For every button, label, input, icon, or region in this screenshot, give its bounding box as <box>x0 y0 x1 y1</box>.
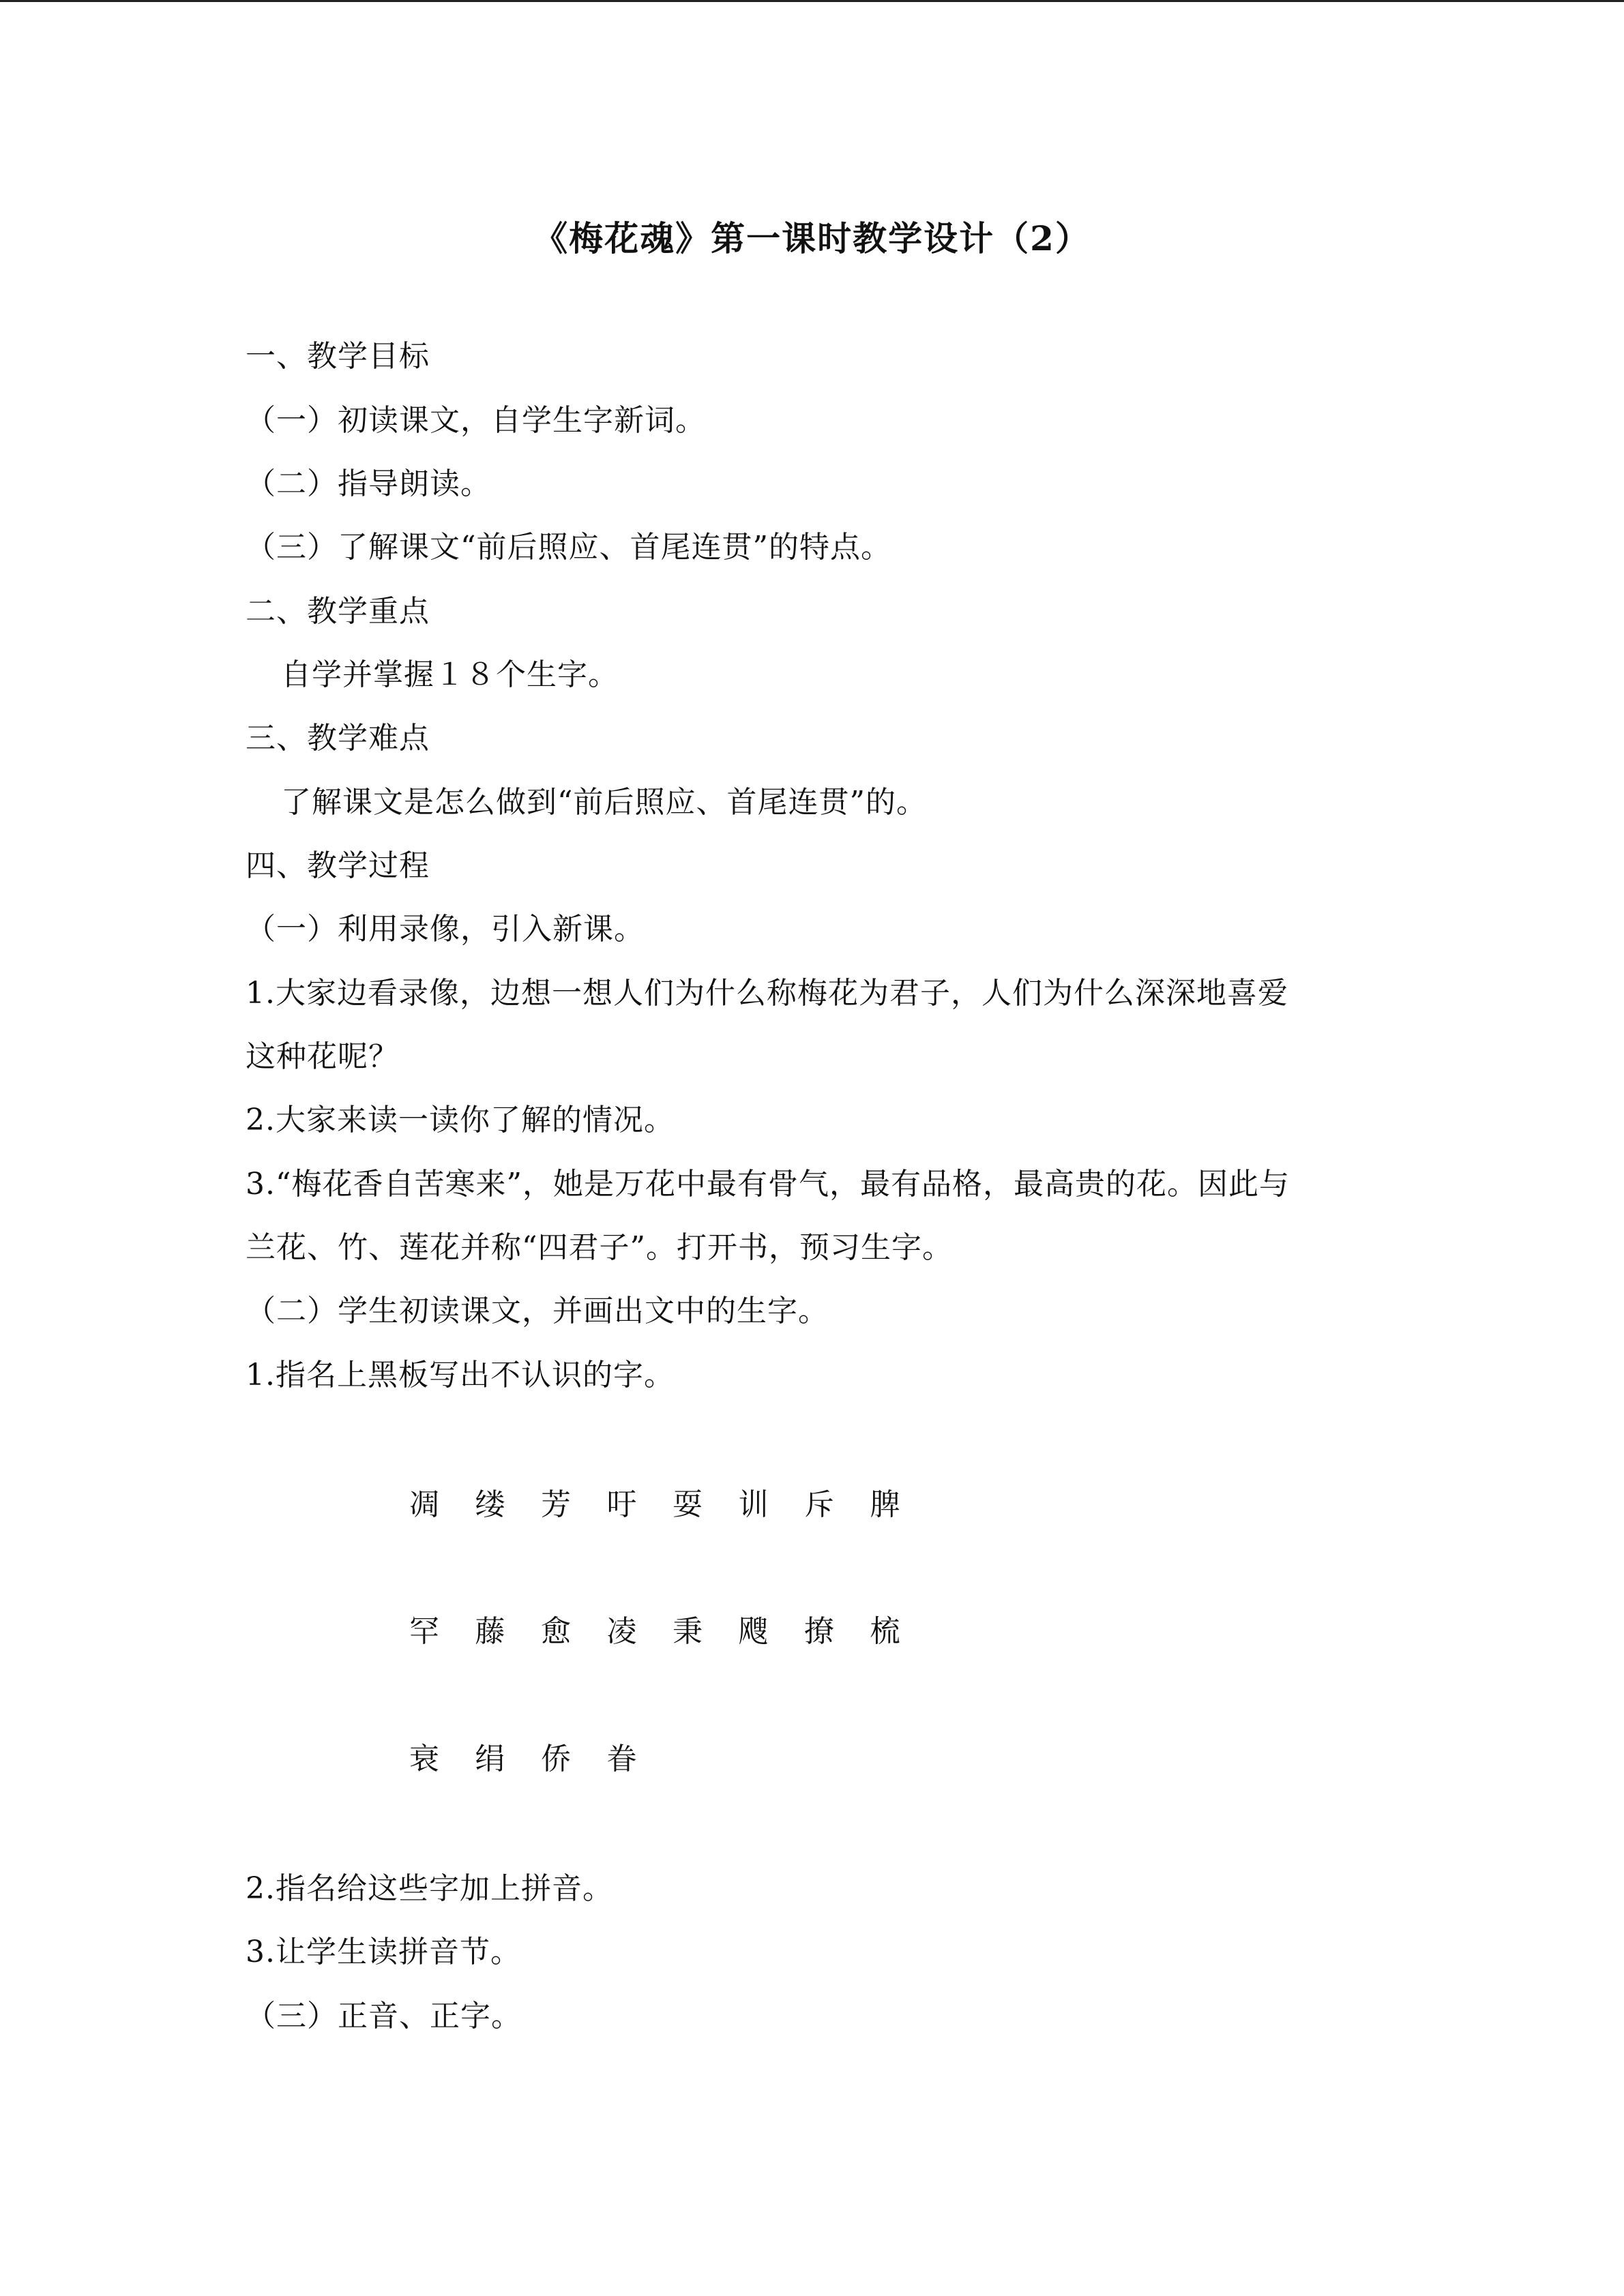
process-text-3a: 3.“梅花香自苦寒来”，她是万花中最有骨气，最有品格，最高贵的花。因此与 <box>246 1167 1290 1202</box>
character: 训 <box>738 1487 769 1522</box>
difficulty-text: 了解课文是怎么做到“前后照应、首尾连贯”的。 <box>281 785 927 820</box>
heading-teaching-process: 四、教学过程 <box>246 848 430 883</box>
character: 秉 <box>673 1614 703 1649</box>
process-text-1b: 这种花呢？ <box>246 1039 399 1074</box>
heading-teaching-goals: 一、教学目标 <box>246 339 430 374</box>
character-row <box>409 1611 936 1652</box>
character: 脾 <box>870 1487 900 1522</box>
heading-teaching-difficulty: 三、教学难点 <box>246 721 430 756</box>
process-step-2-item-1: 1.指名上黑板写出不认识的字。 <box>246 1358 675 1392</box>
goal-item-1: （一）初读课文，自学生字新词。 <box>246 403 706 438</box>
goal-item-2: （二）指导朗读。 <box>246 466 491 501</box>
character: 愈 <box>541 1614 571 1649</box>
process-step-2: （二）学生初读课文，并画出文中的生字。 <box>246 1294 829 1328</box>
character-row <box>409 1485 936 1525</box>
character: 耍 <box>673 1487 703 1522</box>
character: 吁 <box>606 1487 637 1522</box>
top-border-line <box>0 0 1624 2</box>
character-row <box>409 1739 673 1780</box>
character: 梳 <box>870 1614 900 1649</box>
page-title: 《梅花魂》第一课时教学设计（2） <box>533 218 1091 258</box>
character: 凋 <box>409 1487 439 1522</box>
process-text-2: 2.大家来读一读你了解的情况。 <box>246 1103 675 1137</box>
character: 眷 <box>606 1742 637 1776</box>
character: 侨 <box>541 1742 571 1776</box>
process-text-1a: 1.大家边看录像，边想一想人们为什么称梅花为君子，人们为什么深深地喜爱 <box>246 976 1288 1011</box>
character: 罕 <box>409 1614 439 1649</box>
heading-teaching-focus: 二、教学重点 <box>246 594 430 629</box>
character: 芳 <box>541 1487 571 1522</box>
character: 凌 <box>606 1614 637 1649</box>
character: 斥 <box>804 1487 834 1522</box>
process-step-1: （一）利用录像，引入新课。 <box>246 912 645 946</box>
character: 藤 <box>475 1614 505 1649</box>
character: 撩 <box>804 1614 834 1649</box>
process-text-3b: 兰花、竹、莲花并称“四君子”。打开书，预习生字。 <box>246 1230 953 1265</box>
focus-text: 自学并掌握１８个生字。 <box>281 657 619 692</box>
process-step-3: （三）正音、正字。 <box>246 1999 522 2033</box>
goal-item-3: （三）了解课文“前后照应、首尾连贯”的特点。 <box>246 530 891 565</box>
character: 衰 <box>409 1742 439 1776</box>
character: 缕 <box>475 1487 505 1522</box>
process-step-2-item-2: 2.指名给这些字加上拼音。 <box>246 1871 613 1906</box>
process-step-2-item-3: 3.让学生读拼音节。 <box>246 1935 521 1969</box>
character: 飕 <box>738 1614 769 1649</box>
character: 绢 <box>475 1742 505 1776</box>
